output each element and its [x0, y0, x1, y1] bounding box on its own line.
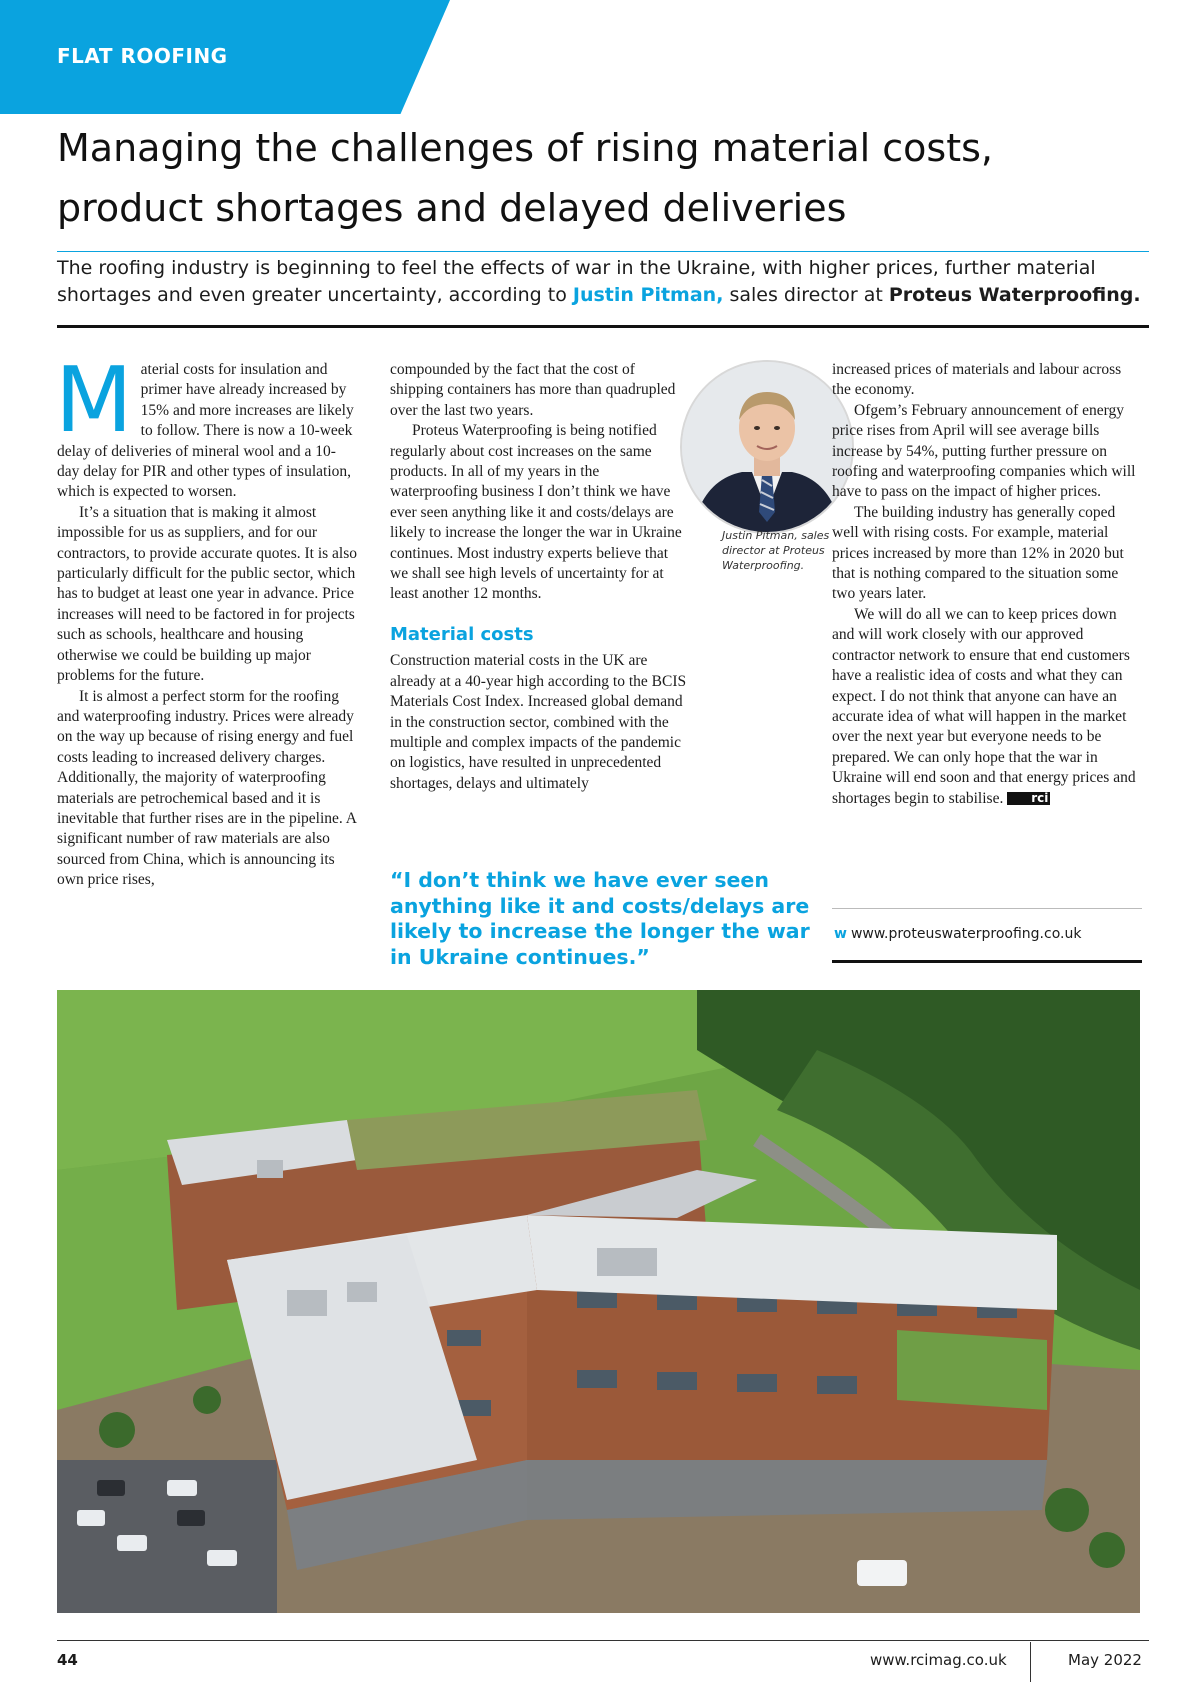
paragraph: Proteus Waterproofing is being notified regularly about cost increases on the same products. In all of my years in the waterproofing business I don’t think we have ever seen anything like it and costs/delays are likely to increase the longer the war in Ukraine continues. Most industry experts believe that we shall see high levels of uncertainty for at least another 12 months. — [390, 422, 682, 603]
issue-date: May 2022 — [1068, 1651, 1142, 1669]
drop-cap: M — [55, 348, 133, 453]
portrait-illustration — [682, 362, 852, 532]
body-column-2 — [390, 360, 690, 794]
standfirst-line-2 — [57, 282, 1157, 309]
standfirst-text: shortages and even greater uncertainty, according to — [57, 284, 573, 306]
subheading-material-costs: Material costs — [390, 623, 534, 645]
paragraph: aterial costs for insulation and primer have already increased by 15% and more increases are likely to follow. There is now a 10-week delay of deliveries of mineral wool and a 10-day delay for PIR and other types of insulation, which is expected to worsen. — [57, 361, 354, 501]
body-column-1 — [55, 348, 357, 891]
author-name: Justin Pitman, — [572, 284, 724, 306]
magazine-website[interactable]: www.rcimag.co.uk — [870, 1651, 1007, 1669]
end-mark-logo: rci — [1007, 792, 1050, 805]
paragraph-final — [832, 605, 1142, 809]
paragraph: compounded by the fact that the cost of shipping containers has more than quadrupled over the last two years. — [390, 361, 676, 419]
paragraph: The building industry has generally coped well with rising costs. For example, material prices increased by more than 12% in 2020 but that is nothing compared to the situation some two years later. — [832, 503, 1124, 603]
paragraph: Ofgem’s February announcement of energy price rises from April will see average bills increase by 54%, putting further pressure on roofing and waterproofing companies which will have to pass on the impact of higher prices. — [832, 401, 1136, 501]
web-prefix: w — [834, 926, 847, 942]
standfirst-line-1: The roofing industry is beginning to feel the effects of war in the Ukraine, with higher prices, further material — [57, 257, 1096, 279]
paragraph: Construction material costs in the UK are already at a 40-year high according to the BCIS Materials Cost Index. Increased global demand in the construction sector, combined with the multiple and complex impacts of the pandemic on logistics, have resulted in unprecedented shortages, delays and ultimately — [390, 652, 687, 792]
website-reference — [834, 926, 1081, 942]
website-link[interactable]: www.proteuswaterproofing.co.uk — [850, 926, 1082, 942]
body-column-4 — [832, 360, 1142, 809]
headline — [57, 118, 1167, 238]
aerial-photo-illustration — [57, 990, 1140, 1613]
divider-blue — [57, 251, 1149, 252]
column-end-rule — [832, 960, 1142, 963]
standfirst — [57, 255, 1157, 309]
author-portrait — [680, 360, 854, 534]
company-name: Proteus Waterproofing. — [888, 284, 1141, 306]
final-paragraph-text: We will do all we can to keep prices down and will work closely with our approved contractor network to ensure that end customers have a realistic idea of costs and what they can expect. I do not think that anyone can have an accurate idea of what will happen in the market over the next year but everyone needs to be prepared. We can only hope that the war in Ukraine will end soon and that energy prices and shortages begin to stabilise. — [832, 605, 1136, 807]
headline-line-1: Managing the challenges of rising material costs, — [57, 126, 993, 170]
web-divider — [832, 908, 1142, 909]
author-role: sales director at — [723, 284, 889, 306]
paragraph: increased prices of materials and labour across the economy. — [832, 361, 1122, 399]
footer-divider — [1030, 1642, 1031, 1682]
section-label: FLAT ROOFING — [57, 44, 228, 68]
divider-thick — [57, 325, 1149, 328]
paragraph: It’s a situation that is making it almost impossible for us as suppliers, and for our contractors, to provide accurate quotes. It is also particularly difficult for the public sector, which has to budget at least one year in advance. Price increases will need to be factored in for projects such as schools, healthcare and housing otherwise we could be building up major problems for the future. — [57, 503, 357, 685]
page-number: 44 — [57, 1651, 78, 1669]
aerial-building-photo — [57, 990, 1140, 1613]
pull-quote: “I don’t think we have ever seen anything like it and costs/delays are likely to increase the longer the war in Ukraine continues.” — [390, 868, 810, 969]
paragraph: It is almost a perfect storm for the roofing and waterproofing industry. Prices were already on the way up because of rising energy and fuel costs leading to increased delivery charges. Additionally, the majority of waterproofing materials are petrochemical based and it is inevitable that further rises are in the pipeline. A significant number of raw materials are also sourced from China, which is announcing its own price rises, — [57, 687, 357, 889]
footer-rule — [57, 1640, 1149, 1641]
headline-line-2: product shortages and delayed deliveries — [57, 186, 847, 230]
portrait-caption: Justin Pitman, sales director at Proteus Waterproofing. — [722, 529, 830, 572]
